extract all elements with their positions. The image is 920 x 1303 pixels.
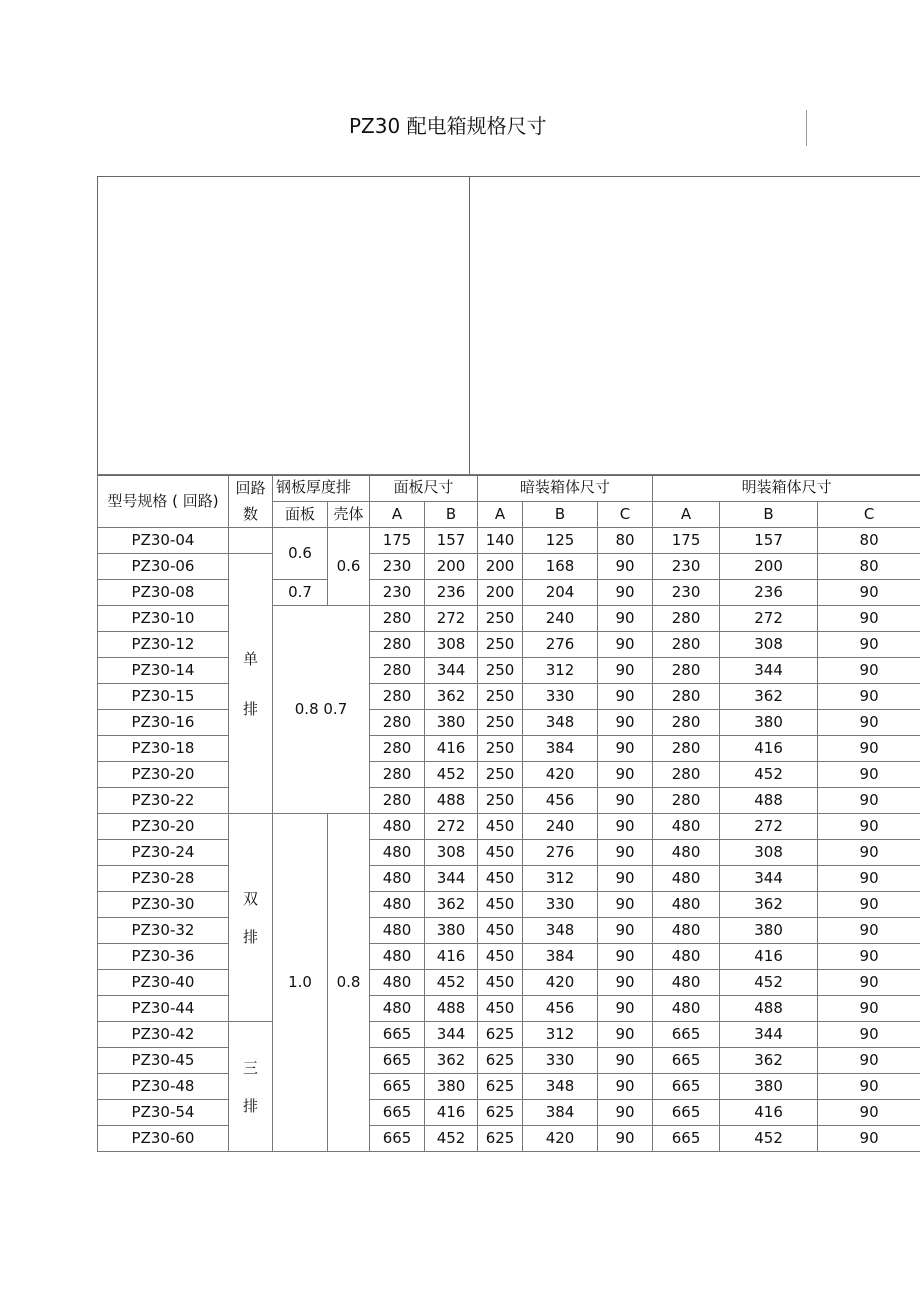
value-cell-sA: 480 bbox=[653, 918, 720, 944]
value-cell-sB: 488 bbox=[720, 996, 818, 1022]
value-cell-sA: 280 bbox=[653, 710, 720, 736]
value-cell-cC: 90 bbox=[598, 1074, 653, 1100]
value-cell-sB: 344 bbox=[720, 1022, 818, 1048]
value-cell-sC: 90 bbox=[818, 736, 920, 762]
value-cell-cB: 330 bbox=[523, 1048, 598, 1074]
value-cell-sC: 90 bbox=[818, 684, 920, 710]
value-cell-sB: 380 bbox=[720, 918, 818, 944]
value-cell-sB: 308 bbox=[720, 840, 818, 866]
table-row bbox=[98, 684, 920, 710]
model-cell: PZ30-22 bbox=[98, 788, 229, 814]
value-cell-pB: 488 bbox=[425, 996, 478, 1022]
group-single-char: 单 bbox=[242, 649, 258, 668]
value-cell-sC: 90 bbox=[818, 788, 920, 814]
header-concealed-a: A bbox=[478, 501, 523, 528]
value-cell-cA: 450 bbox=[478, 814, 523, 840]
value-cell-cC: 90 bbox=[598, 606, 653, 632]
value-cell-cB: 312 bbox=[523, 1022, 598, 1048]
model-cell: PZ30-20 bbox=[98, 762, 229, 788]
header-steel-thickness: 钢板厚度排 bbox=[273, 475, 370, 502]
image-frame-left bbox=[97, 176, 470, 476]
value-cell-cB: 348 bbox=[523, 710, 598, 736]
page-title: PZ30 配电箱规格尺寸 bbox=[349, 114, 547, 138]
value-cell-sA: 480 bbox=[653, 866, 720, 892]
value-cell-sC: 90 bbox=[818, 632, 920, 658]
table-row bbox=[98, 736, 920, 762]
value-cell-sC: 80 bbox=[818, 528, 920, 554]
header-panel-b: B bbox=[425, 501, 478, 528]
value-cell-sA: 280 bbox=[653, 762, 720, 788]
value-cell-pA: 230 bbox=[370, 580, 425, 606]
value-cell-cA: 625 bbox=[478, 1022, 523, 1048]
value-cell-sC: 90 bbox=[818, 970, 920, 996]
value-cell-sC: 90 bbox=[818, 1048, 920, 1074]
table-row bbox=[98, 1100, 920, 1126]
spec-table-body bbox=[98, 528, 920, 1152]
value-cell-sA: 665 bbox=[653, 1022, 720, 1048]
table-row bbox=[98, 970, 920, 996]
value-cell-cB: 330 bbox=[523, 892, 598, 918]
model-cell: PZ30-20 bbox=[98, 814, 229, 840]
value-cell-cA: 250 bbox=[478, 684, 523, 710]
table-row bbox=[98, 1022, 920, 1048]
value-cell-sC: 90 bbox=[818, 944, 920, 970]
value-cell-cB: 420 bbox=[523, 1126, 598, 1152]
value-cell-pB: 416 bbox=[425, 944, 478, 970]
group-triple-char: 排 bbox=[242, 1096, 258, 1115]
value-cell-cA: 250 bbox=[478, 788, 523, 814]
table-row bbox=[98, 1074, 920, 1100]
value-cell-cC: 90 bbox=[598, 580, 653, 606]
value-cell-pB: 200 bbox=[425, 554, 478, 580]
table-row bbox=[98, 554, 920, 580]
value-cell-sB: 452 bbox=[720, 1126, 818, 1152]
value-cell-pA: 480 bbox=[370, 866, 425, 892]
header-surface-b: B bbox=[720, 501, 818, 528]
value-cell-sB: 380 bbox=[720, 1074, 818, 1100]
value-cell-cA: 625 bbox=[478, 1048, 523, 1074]
value-cell-sC: 90 bbox=[818, 658, 920, 684]
table-row bbox=[98, 606, 920, 632]
value-cell-pB: 416 bbox=[425, 736, 478, 762]
value-cell-pA: 280 bbox=[370, 606, 425, 632]
margin-rule bbox=[806, 110, 807, 146]
panel-thickness-cell: 0.7 bbox=[273, 580, 328, 606]
value-cell-sC: 90 bbox=[818, 606, 920, 632]
header-panel-thickness: 面板 bbox=[273, 501, 328, 528]
header-concealed-size: 暗装箱体尺寸 bbox=[478, 475, 653, 502]
model-cell: PZ30-16 bbox=[98, 710, 229, 736]
value-cell-cB: 384 bbox=[523, 1100, 598, 1126]
value-cell-pA: 280 bbox=[370, 684, 425, 710]
table-row bbox=[98, 762, 920, 788]
value-cell-sA: 480 bbox=[653, 944, 720, 970]
value-cell-pA: 480 bbox=[370, 970, 425, 996]
table-row bbox=[98, 528, 920, 554]
shell-thickness-cell: 0.8 bbox=[328, 814, 370, 1152]
header-concealed-c: C bbox=[598, 501, 653, 528]
model-cell: PZ30-42 bbox=[98, 1022, 229, 1048]
value-cell-cA: 450 bbox=[478, 840, 523, 866]
model-cell: PZ30-15 bbox=[98, 684, 229, 710]
value-cell-pB: 452 bbox=[425, 762, 478, 788]
value-cell-sC: 90 bbox=[818, 710, 920, 736]
model-cell: PZ30-24 bbox=[98, 840, 229, 866]
value-cell-pB: 308 bbox=[425, 840, 478, 866]
value-cell-cC: 90 bbox=[598, 814, 653, 840]
value-cell-sA: 480 bbox=[653, 996, 720, 1022]
table-row bbox=[98, 944, 920, 970]
value-cell-sA: 175 bbox=[653, 528, 720, 554]
header-surface-c: C bbox=[818, 501, 920, 528]
value-cell-cB: 456 bbox=[523, 996, 598, 1022]
table-row bbox=[98, 996, 920, 1022]
value-cell-pA: 665 bbox=[370, 1126, 425, 1152]
value-cell-pA: 175 bbox=[370, 528, 425, 554]
value-cell-sA: 280 bbox=[653, 606, 720, 632]
table-row bbox=[98, 788, 920, 814]
value-cell-cC: 90 bbox=[598, 996, 653, 1022]
model-cell: PZ30-28 bbox=[98, 866, 229, 892]
value-cell-pB: 236 bbox=[425, 580, 478, 606]
value-cell-pB: 344 bbox=[425, 866, 478, 892]
value-cell-pA: 480 bbox=[370, 944, 425, 970]
value-cell-sC: 90 bbox=[818, 580, 920, 606]
model-cell: PZ30-10 bbox=[98, 606, 229, 632]
circuits-cell-empty bbox=[229, 528, 273, 554]
value-cell-sC: 90 bbox=[818, 892, 920, 918]
value-cell-pB: 157 bbox=[425, 528, 478, 554]
value-cell-cB: 240 bbox=[523, 606, 598, 632]
value-cell-sB: 380 bbox=[720, 710, 818, 736]
image-frame-right bbox=[469, 176, 920, 476]
value-cell-cC: 90 bbox=[598, 892, 653, 918]
value-cell-cC: 90 bbox=[598, 1048, 653, 1074]
value-cell-sB: 416 bbox=[720, 736, 818, 762]
value-cell-cA: 625 bbox=[478, 1126, 523, 1152]
header-panel-a: A bbox=[370, 501, 425, 528]
value-cell-cA: 450 bbox=[478, 918, 523, 944]
value-cell-cC: 80 bbox=[598, 528, 653, 554]
header-shell-thickness: 壳体 bbox=[328, 501, 370, 528]
value-cell-cA: 250 bbox=[478, 762, 523, 788]
header-panel-size: 面板尺寸 bbox=[370, 475, 478, 502]
value-cell-cB: 276 bbox=[523, 632, 598, 658]
value-cell-sB: 344 bbox=[720, 866, 818, 892]
group-double-char: 双 bbox=[242, 889, 258, 908]
value-cell-cB: 420 bbox=[523, 970, 598, 996]
value-cell-pA: 230 bbox=[370, 554, 425, 580]
value-cell-sB: 362 bbox=[720, 1048, 818, 1074]
table-row bbox=[98, 918, 920, 944]
value-cell-sC: 90 bbox=[818, 762, 920, 788]
value-cell-pB: 380 bbox=[425, 1074, 478, 1100]
value-cell-cC: 90 bbox=[598, 710, 653, 736]
thickness-cell-combined: 0.8 0.7 bbox=[273, 606, 370, 814]
model-cell: PZ30-32 bbox=[98, 918, 229, 944]
value-cell-sA: 230 bbox=[653, 554, 720, 580]
value-cell-pA: 480 bbox=[370, 892, 425, 918]
table-row bbox=[98, 658, 920, 684]
table-row bbox=[98, 840, 920, 866]
value-cell-sA: 280 bbox=[653, 658, 720, 684]
value-cell-pA: 665 bbox=[370, 1100, 425, 1126]
value-cell-cC: 90 bbox=[598, 1100, 653, 1126]
value-cell-pB: 380 bbox=[425, 710, 478, 736]
value-cell-cA: 250 bbox=[478, 736, 523, 762]
value-cell-cB: 168 bbox=[523, 554, 598, 580]
value-cell-pA: 280 bbox=[370, 736, 425, 762]
table-row bbox=[98, 710, 920, 736]
value-cell-sA: 480 bbox=[653, 892, 720, 918]
value-cell-sC: 90 bbox=[818, 918, 920, 944]
model-cell: PZ30-06 bbox=[98, 554, 229, 580]
value-cell-pB: 452 bbox=[425, 1126, 478, 1152]
value-cell-sA: 230 bbox=[653, 580, 720, 606]
table-row bbox=[98, 1126, 920, 1152]
value-cell-sA: 665 bbox=[653, 1100, 720, 1126]
value-cell-cB: 240 bbox=[523, 814, 598, 840]
model-cell: PZ30-04 bbox=[98, 528, 229, 554]
spec-table-wrap bbox=[97, 474, 920, 1152]
value-cell-pA: 280 bbox=[370, 658, 425, 684]
header-circuits: 回路数 bbox=[229, 475, 273, 528]
value-cell-pA: 665 bbox=[370, 1022, 425, 1048]
value-cell-cC: 90 bbox=[598, 918, 653, 944]
value-cell-cB: 348 bbox=[523, 918, 598, 944]
value-cell-cA: 250 bbox=[478, 710, 523, 736]
value-cell-sB: 236 bbox=[720, 580, 818, 606]
shell-thickness-cell: 0.6 bbox=[328, 528, 370, 606]
value-cell-cB: 384 bbox=[523, 736, 598, 762]
group-triple bbox=[229, 1022, 273, 1152]
model-cell: PZ30-12 bbox=[98, 632, 229, 658]
value-cell-pA: 280 bbox=[370, 632, 425, 658]
model-cell: PZ30-60 bbox=[98, 1126, 229, 1152]
value-cell-cC: 90 bbox=[598, 554, 653, 580]
value-cell-sC: 90 bbox=[818, 840, 920, 866]
value-cell-sA: 665 bbox=[653, 1126, 720, 1152]
value-cell-sB: 308 bbox=[720, 632, 818, 658]
value-cell-sB: 200 bbox=[720, 554, 818, 580]
value-cell-cB: 125 bbox=[523, 528, 598, 554]
value-cell-cC: 90 bbox=[598, 840, 653, 866]
value-cell-sC: 90 bbox=[818, 814, 920, 840]
value-cell-cC: 90 bbox=[598, 684, 653, 710]
value-cell-sC: 90 bbox=[818, 1074, 920, 1100]
value-cell-sB: 157 bbox=[720, 528, 818, 554]
value-cell-sC: 90 bbox=[818, 1126, 920, 1152]
model-cell: PZ30-54 bbox=[98, 1100, 229, 1126]
model-cell: PZ30-36 bbox=[98, 944, 229, 970]
spec-table bbox=[97, 474, 920, 1152]
value-cell-pB: 452 bbox=[425, 970, 478, 996]
value-cell-pB: 344 bbox=[425, 658, 478, 684]
value-cell-cA: 450 bbox=[478, 866, 523, 892]
model-cell: PZ30-44 bbox=[98, 996, 229, 1022]
value-cell-sA: 480 bbox=[653, 840, 720, 866]
group-double bbox=[229, 814, 273, 1022]
value-cell-pA: 280 bbox=[370, 788, 425, 814]
value-cell-pA: 480 bbox=[370, 840, 425, 866]
value-cell-pA: 280 bbox=[370, 762, 425, 788]
value-cell-cB: 204 bbox=[523, 580, 598, 606]
value-cell-pB: 362 bbox=[425, 892, 478, 918]
value-cell-sC: 90 bbox=[818, 1022, 920, 1048]
value-cell-sB: 416 bbox=[720, 1100, 818, 1126]
header-concealed-b: B bbox=[523, 501, 598, 528]
model-cell: PZ30-08 bbox=[98, 580, 229, 606]
value-cell-cA: 625 bbox=[478, 1100, 523, 1126]
value-cell-sA: 480 bbox=[653, 970, 720, 996]
value-cell-sB: 488 bbox=[720, 788, 818, 814]
value-cell-cA: 450 bbox=[478, 892, 523, 918]
value-cell-pA: 665 bbox=[370, 1074, 425, 1100]
value-cell-cA: 450 bbox=[478, 996, 523, 1022]
value-cell-cC: 90 bbox=[598, 866, 653, 892]
value-cell-cC: 90 bbox=[598, 788, 653, 814]
group-double-char: 排 bbox=[242, 927, 258, 946]
header-surface-size: 明装箱体尺寸 bbox=[653, 475, 920, 502]
table-row bbox=[98, 580, 920, 606]
value-cell-pA: 480 bbox=[370, 996, 425, 1022]
value-cell-cA: 250 bbox=[478, 606, 523, 632]
value-cell-pA: 665 bbox=[370, 1048, 425, 1074]
value-cell-cA: 140 bbox=[478, 528, 523, 554]
value-cell-cC: 90 bbox=[598, 970, 653, 996]
value-cell-cC: 90 bbox=[598, 1022, 653, 1048]
value-cell-pA: 480 bbox=[370, 814, 425, 840]
value-cell-cB: 312 bbox=[523, 866, 598, 892]
model-cell: PZ30-40 bbox=[98, 970, 229, 996]
value-cell-sB: 416 bbox=[720, 944, 818, 970]
group-triple-label bbox=[229, 1058, 272, 1116]
value-cell-sA: 280 bbox=[653, 736, 720, 762]
value-cell-cC: 90 bbox=[598, 762, 653, 788]
value-cell-sA: 665 bbox=[653, 1048, 720, 1074]
value-cell-cA: 250 bbox=[478, 658, 523, 684]
value-cell-sA: 280 bbox=[653, 632, 720, 658]
value-cell-sA: 480 bbox=[653, 814, 720, 840]
value-cell-cB: 420 bbox=[523, 762, 598, 788]
model-cell: PZ30-30 bbox=[98, 892, 229, 918]
value-cell-sB: 272 bbox=[720, 606, 818, 632]
value-cell-cB: 312 bbox=[523, 658, 598, 684]
value-cell-cB: 348 bbox=[523, 1074, 598, 1100]
table-row bbox=[98, 814, 920, 840]
value-cell-pB: 416 bbox=[425, 1100, 478, 1126]
value-cell-sC: 90 bbox=[818, 866, 920, 892]
value-cell-cA: 200 bbox=[478, 554, 523, 580]
panel-thickness-cell: 1.0 bbox=[273, 814, 328, 1152]
group-single-label bbox=[229, 649, 272, 719]
table-row bbox=[98, 866, 920, 892]
value-cell-pB: 380 bbox=[425, 918, 478, 944]
group-double-label bbox=[229, 889, 272, 947]
model-cell: PZ30-14 bbox=[98, 658, 229, 684]
header-surface-a: A bbox=[653, 501, 720, 528]
value-cell-sB: 344 bbox=[720, 658, 818, 684]
table-row bbox=[98, 1048, 920, 1074]
value-cell-cA: 200 bbox=[478, 580, 523, 606]
value-cell-pA: 480 bbox=[370, 918, 425, 944]
group-single bbox=[229, 554, 273, 814]
model-cell: PZ30-18 bbox=[98, 736, 229, 762]
value-cell-pA: 280 bbox=[370, 710, 425, 736]
value-cell-sC: 80 bbox=[818, 554, 920, 580]
value-cell-pB: 308 bbox=[425, 632, 478, 658]
value-cell-cC: 90 bbox=[598, 658, 653, 684]
value-cell-cA: 625 bbox=[478, 1074, 523, 1100]
group-triple-char: 三 bbox=[242, 1058, 258, 1077]
value-cell-cC: 90 bbox=[598, 944, 653, 970]
model-cell: PZ30-48 bbox=[98, 1074, 229, 1100]
value-cell-pB: 488 bbox=[425, 788, 478, 814]
header-model: 型号规格 ( 回路) bbox=[98, 475, 229, 528]
value-cell-cC: 90 bbox=[598, 632, 653, 658]
model-cell: PZ30-45 bbox=[98, 1048, 229, 1074]
value-cell-cB: 276 bbox=[523, 840, 598, 866]
value-cell-sC: 90 bbox=[818, 1100, 920, 1126]
value-cell-pB: 272 bbox=[425, 814, 478, 840]
value-cell-pB: 272 bbox=[425, 606, 478, 632]
value-cell-cB: 330 bbox=[523, 684, 598, 710]
value-cell-pB: 344 bbox=[425, 1022, 478, 1048]
table-row bbox=[98, 892, 920, 918]
value-cell-cB: 456 bbox=[523, 788, 598, 814]
value-cell-cA: 450 bbox=[478, 970, 523, 996]
value-cell-cA: 450 bbox=[478, 944, 523, 970]
value-cell-cC: 90 bbox=[598, 1126, 653, 1152]
value-cell-cC: 90 bbox=[598, 736, 653, 762]
group-single-char: 排 bbox=[242, 699, 258, 718]
value-cell-sB: 362 bbox=[720, 892, 818, 918]
value-cell-sB: 272 bbox=[720, 814, 818, 840]
value-cell-pB: 362 bbox=[425, 684, 478, 710]
table-row bbox=[98, 632, 920, 658]
value-cell-cA: 250 bbox=[478, 632, 523, 658]
value-cell-sB: 452 bbox=[720, 762, 818, 788]
value-cell-sB: 362 bbox=[720, 684, 818, 710]
value-cell-sA: 280 bbox=[653, 788, 720, 814]
panel-thickness-cell: 0.6 bbox=[273, 528, 328, 580]
value-cell-sB: 452 bbox=[720, 970, 818, 996]
value-cell-sA: 280 bbox=[653, 684, 720, 710]
value-cell-sA: 665 bbox=[653, 1074, 720, 1100]
value-cell-pB: 362 bbox=[425, 1048, 478, 1074]
value-cell-sC: 90 bbox=[818, 996, 920, 1022]
value-cell-cB: 384 bbox=[523, 944, 598, 970]
